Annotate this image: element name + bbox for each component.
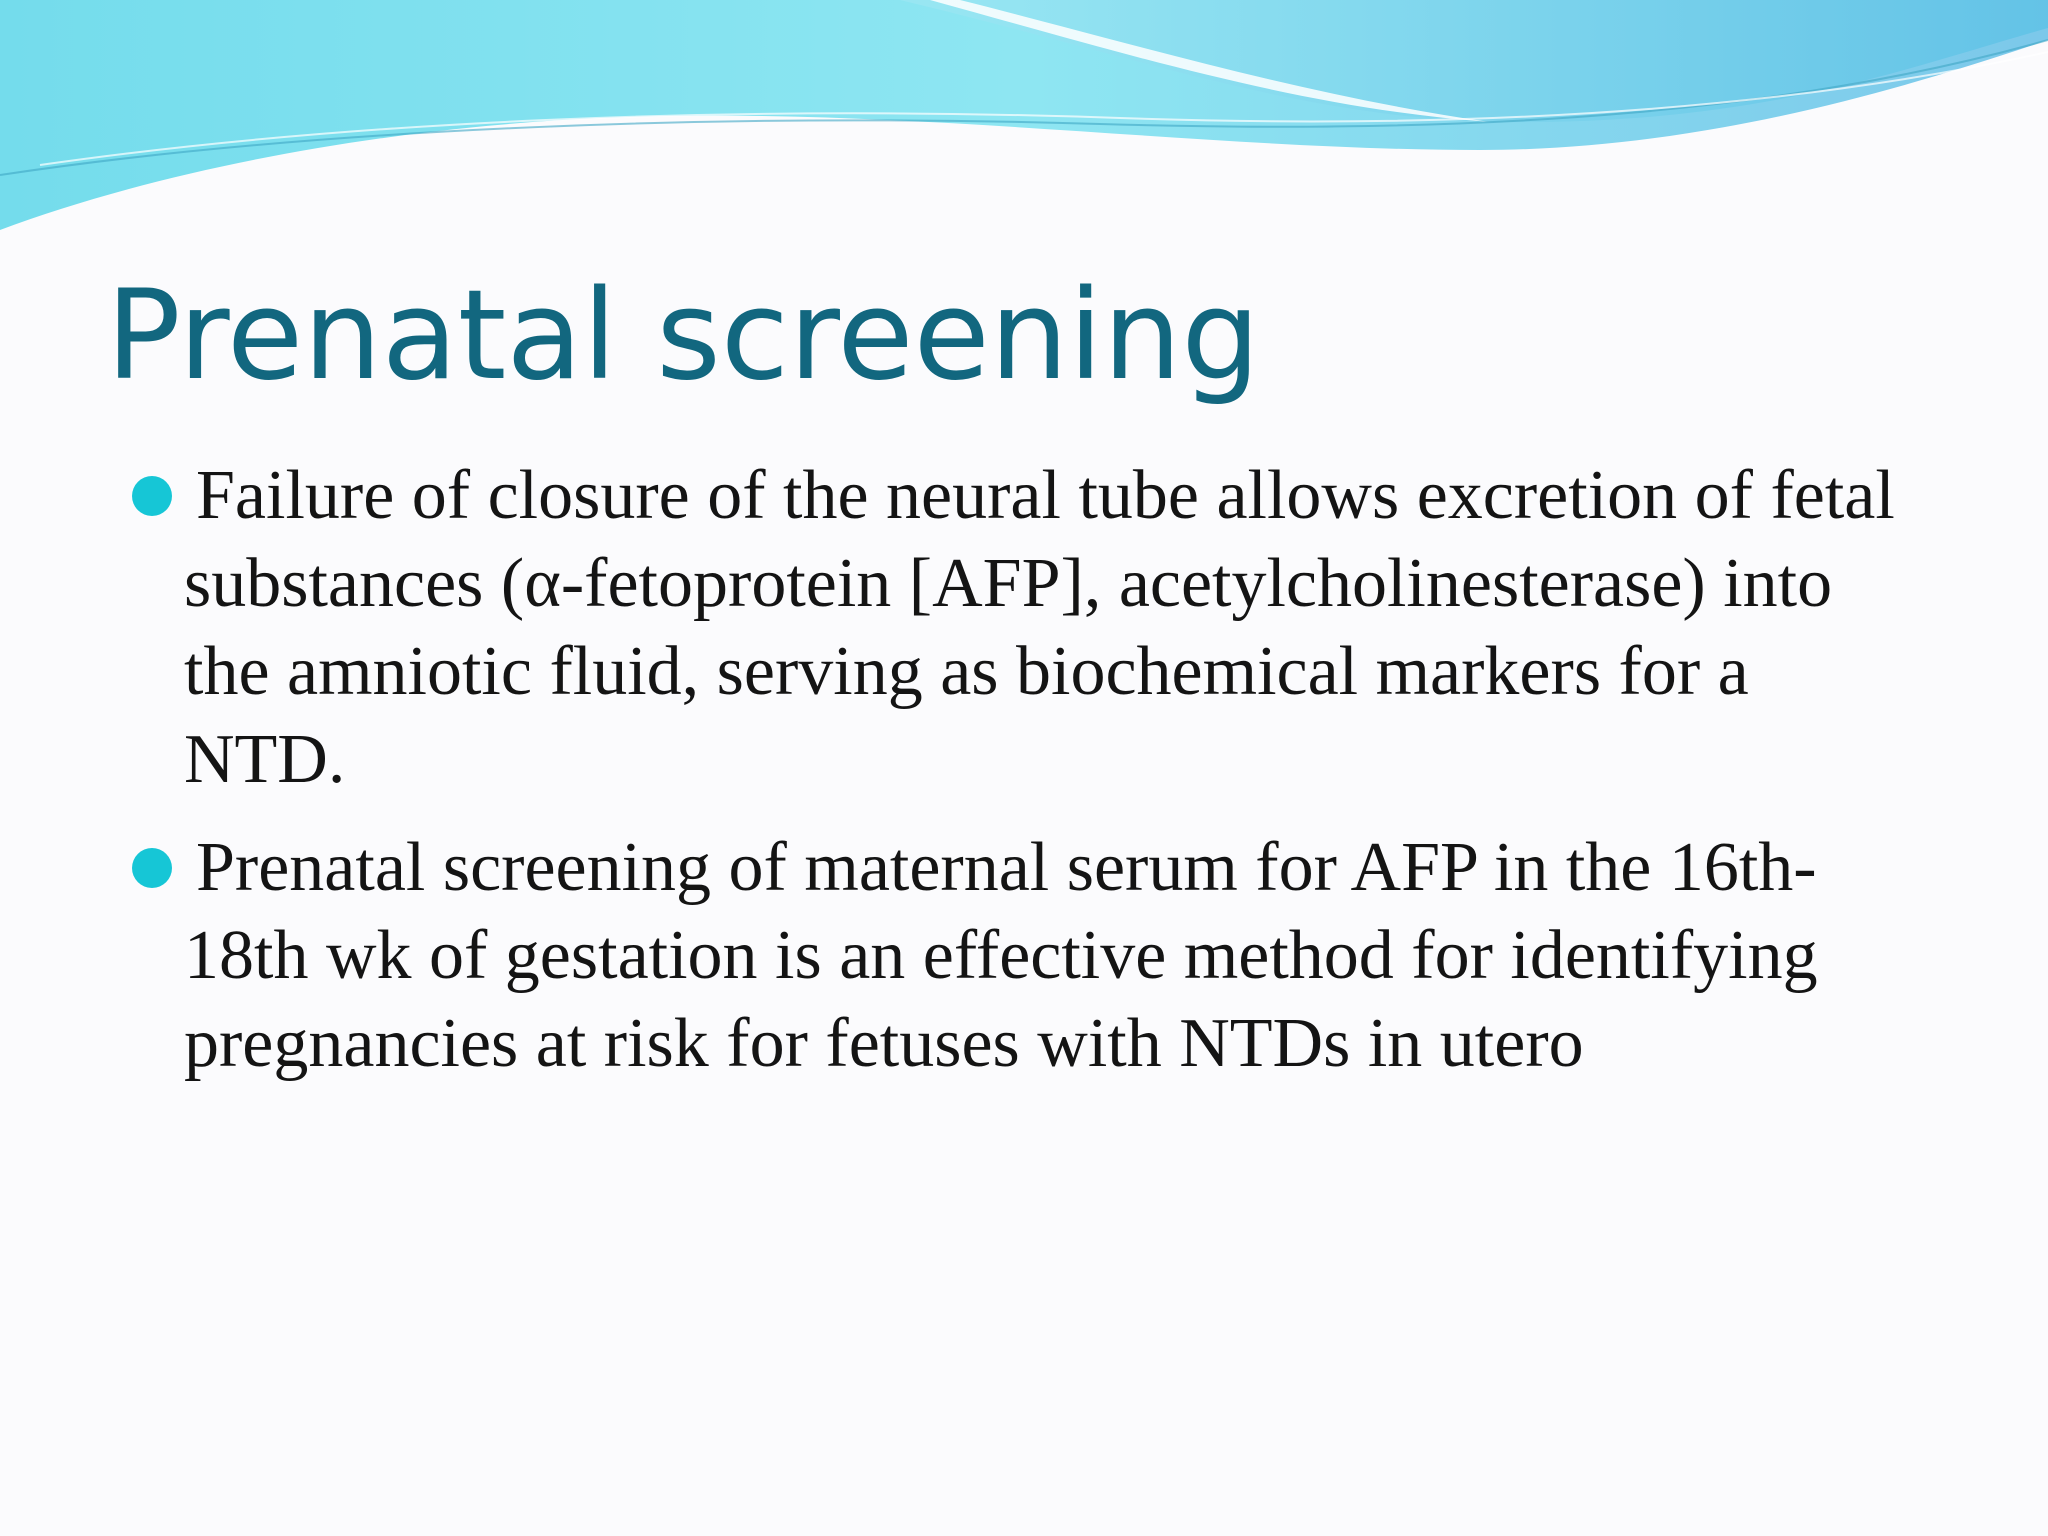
bullet-icon [132,476,172,516]
header-wave-decoration [0,0,2048,240]
bullet-item [132,452,1912,804]
slide-title: Prenatal screening [106,264,1261,408]
bullet-item [132,824,1912,1088]
bullet-text: Prenatal screening of maternal serum for AFP in the 16th-18th wk of gestation is an effective method for identifying pregnancies at risk for fetuses with NTDs in utero [184,829,1818,1082]
bullet-list [132,452,1912,1108]
bullet-icon [132,848,172,888]
bullet-text: Failure of closure of the neural tube allows excretion of fetal substances (α-fetoprotein [AFP], acetylcholinesterase) into the amniotic fluid, serving as biochemical markers for a NTD. [184,457,1895,798]
